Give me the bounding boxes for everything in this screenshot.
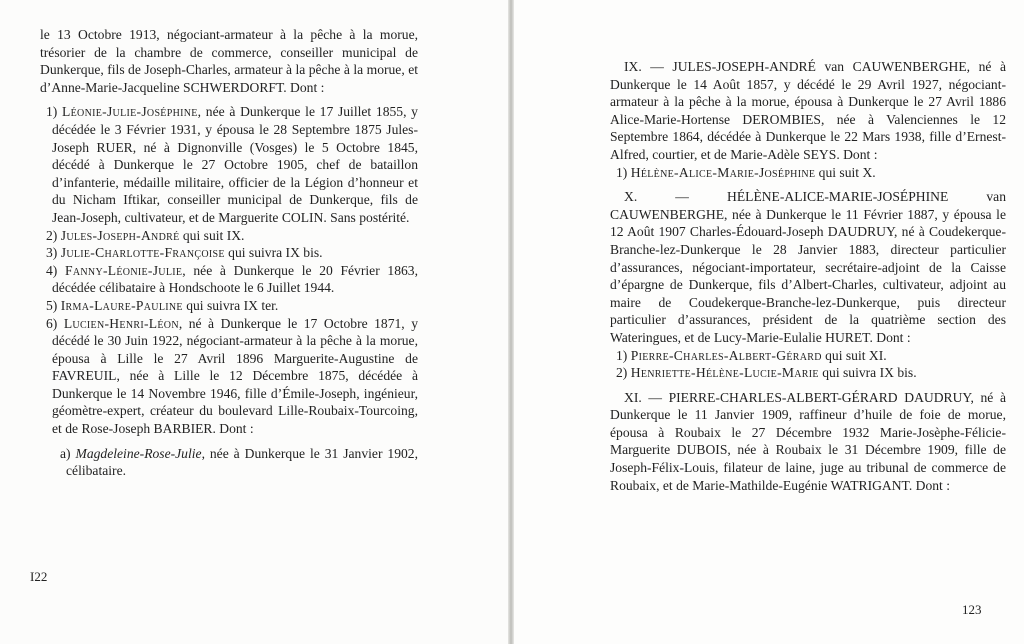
child-text: qui suivra IX ter. [182, 297, 279, 313]
entry-name: HÉLÈNE-ALICE-MARIE-JOSÉPHINE [727, 189, 949, 205]
item-number: 1) [46, 104, 58, 120]
left-intro-paragraph: le 13 Octobre 1913, négociant-armateur à la pêche à la morue, trésorier de la chambre de commerce, conseiller municipal de Dunkerque, fils de Joseph-Charles, armateur à la pêche à la morue, et d’Anne-Marie-Jacqueline SCHWERDORFT. Dont : [40, 27, 418, 95]
page-number-left: I22 [30, 569, 48, 584]
grandchild-name: Magdeleine-Rose-Julie [75, 445, 202, 461]
child-text: , née à Dunkerque le 17 Juillet 1855, y décédée le 3 Février 1931, y épousa le 28 Septembre 1875 Jules-Joseph RUER, né à Dignonville (Vosges) le 5 Octobre 1845, décédé à Dunkerque le 27 Octobre 1905, chef de bataillon d’infanterie, médaille militaire, officier de la Légion d’honneur et du Nicham Iftikar, conseiller municipal de Dunkerque, fils de Jean-Joseph, cultivateur, et de Marguerite COLIN. Sans postérité. [52, 104, 418, 225]
child-item-2 [40, 227, 418, 245]
child-name: Lucien-Henri-Léon [63, 315, 179, 331]
entry-x-child-1 [610, 347, 1006, 365]
child-item-5 [40, 297, 418, 315]
grandchild-text: , née à Dunkerque le 31 Janvier 1902, célibataire. [66, 445, 418, 479]
child-text: , née à Dunkerque le 20 Février 1863, décédée célibataire à Hondschoote le 6 Juillet 1944. [52, 262, 418, 296]
entry-number: X. — [624, 189, 689, 205]
entry-x-child-2 [610, 364, 1006, 382]
entry-xi [610, 389, 1006, 495]
item-number: 2) [616, 365, 628, 381]
item-number: 3) [46, 245, 58, 261]
child-name: Pierre-Charles-Albert-Gérard [630, 347, 822, 363]
child-name: Irma-Laure-Pauline [60, 297, 183, 313]
entry-text: van CAUWENBERGHE, née à Dunkerque le 11 Février 1887, y épousa le 12 Août 1907 Charles-Édouard-Joseph DAUDRUY, né à Coudekerque-Branche-lez-Dunkerque le 28 Janvier 1883, directeur particulier d’assurances, négociant-importateur, secrétaire-adjoint de la Caisse d’épargne de Dunkerque, fils d’Albert-Charles, cultivateur, adjoint au maire de Coudekerque-Branche-lez-Dunkerque, puis directeur particulier d’assurances, président de la quatrième section des Wateringues, et de Lucy-Marie-Eulalie HURET. Dont : [610, 189, 1006, 345]
child-name: Julie-Charlotte-Françoise [60, 245, 225, 261]
entry-number: IX. — [624, 59, 664, 74]
right-page [514, 0, 1024, 644]
child-text: , né à Dunkerque le 17 Octobre 1871, y décédé le 30 Juin 1922, négociant-armateur à la pêche à la morue, épousa à Lille le 27 Avril 1896 Marguerite-Augustine de FAVREUIL, née à Lille le 12 Décembre 1875, décédée à Dunkerque le 14 Novembre 1946, fille d’Émile-Joseph, ingénieur, géomètre-expert, créateur du boulevard Lille-Roubaix-Tourcoing, et de Rose-Joseph BARBIER. Dont : [52, 315, 418, 437]
child-text: qui suit XI. [821, 347, 887, 363]
child-item-6 [40, 315, 418, 438]
entry-name: PIERRE-CHARLES-ALBERT-GÉRARD DAUDRUY [668, 389, 971, 405]
child-text: qui suit X. [815, 164, 876, 180]
grandchild-item-a [40, 445, 418, 480]
child-name: Léonie-Julie-Joséphine [62, 104, 198, 120]
entry-name: JULES-JOSEPH-ANDRÉ [672, 59, 816, 74]
item-number: 4) [46, 262, 58, 278]
child-text: qui suit IX. [179, 227, 245, 243]
page-number-right: 123 [962, 602, 982, 617]
entry-text: , né à Dunkerque le 11 Janvier 1909, raffineur d’huile de foie de morue, épousa à Roubaix le 27 Décembre 1932 Marie-Josèphe-Félicie-Marguerite DUBOIS, née à Roubaix le 31 Décembre 1909, fille de Joseph-Félix-Louis, filateur de laine, juge au tribunal de commerce de Roubaix, et de Marie-Mathilde-Eugénie WATRIGANT. Dont : [610, 389, 1006, 493]
item-number: 5) [46, 297, 58, 313]
item-number: 1) [616, 347, 628, 363]
item-number: 6) [46, 315, 58, 331]
child-name: Fanny-Léonie-Julie [65, 262, 183, 278]
left-page [0, 0, 508, 644]
entry-ix [610, 58, 1006, 164]
item-number: 2) [46, 227, 58, 243]
left-text-column [40, 26, 418, 480]
entry-text: van CAUWENBERGHE, né à Dunkerque le 14 Août 1857, y décédé le 29 Avril 1927, négociant-armateur à la pêche à la morue, épousa à Dunkerque le 27 Avril 1886 Alice-Marie-Hortense DEROMBIES, née à Valenciennes le 12 Septembre 1864, décédée à Dunkerque le 22 Mars 1938, fille d’Ernest-Alfred, courtier, et de Marie-Adèle SEYS. Dont : [610, 59, 1006, 162]
child-item-1 [40, 103, 418, 226]
entry-number: XI. — [624, 389, 662, 405]
child-name: Jules-Joseph-André [60, 227, 180, 243]
child-name: Hélène-Alice-Marie-Joséphine [630, 164, 816, 180]
entry-ix-child-1 [610, 164, 1006, 182]
entry-x [610, 188, 1006, 346]
child-item-4 [40, 262, 418, 297]
item-number: a) [60, 445, 71, 461]
child-item-3 [40, 244, 418, 262]
item-number: 1) [616, 164, 628, 180]
child-name: Henriette-Hélène-Lucie-Marie [630, 365, 819, 381]
child-text: qui suivra IX bis. [224, 245, 323, 261]
child-text: qui suivra IX bis. [818, 365, 917, 381]
right-text-column [610, 58, 1006, 494]
